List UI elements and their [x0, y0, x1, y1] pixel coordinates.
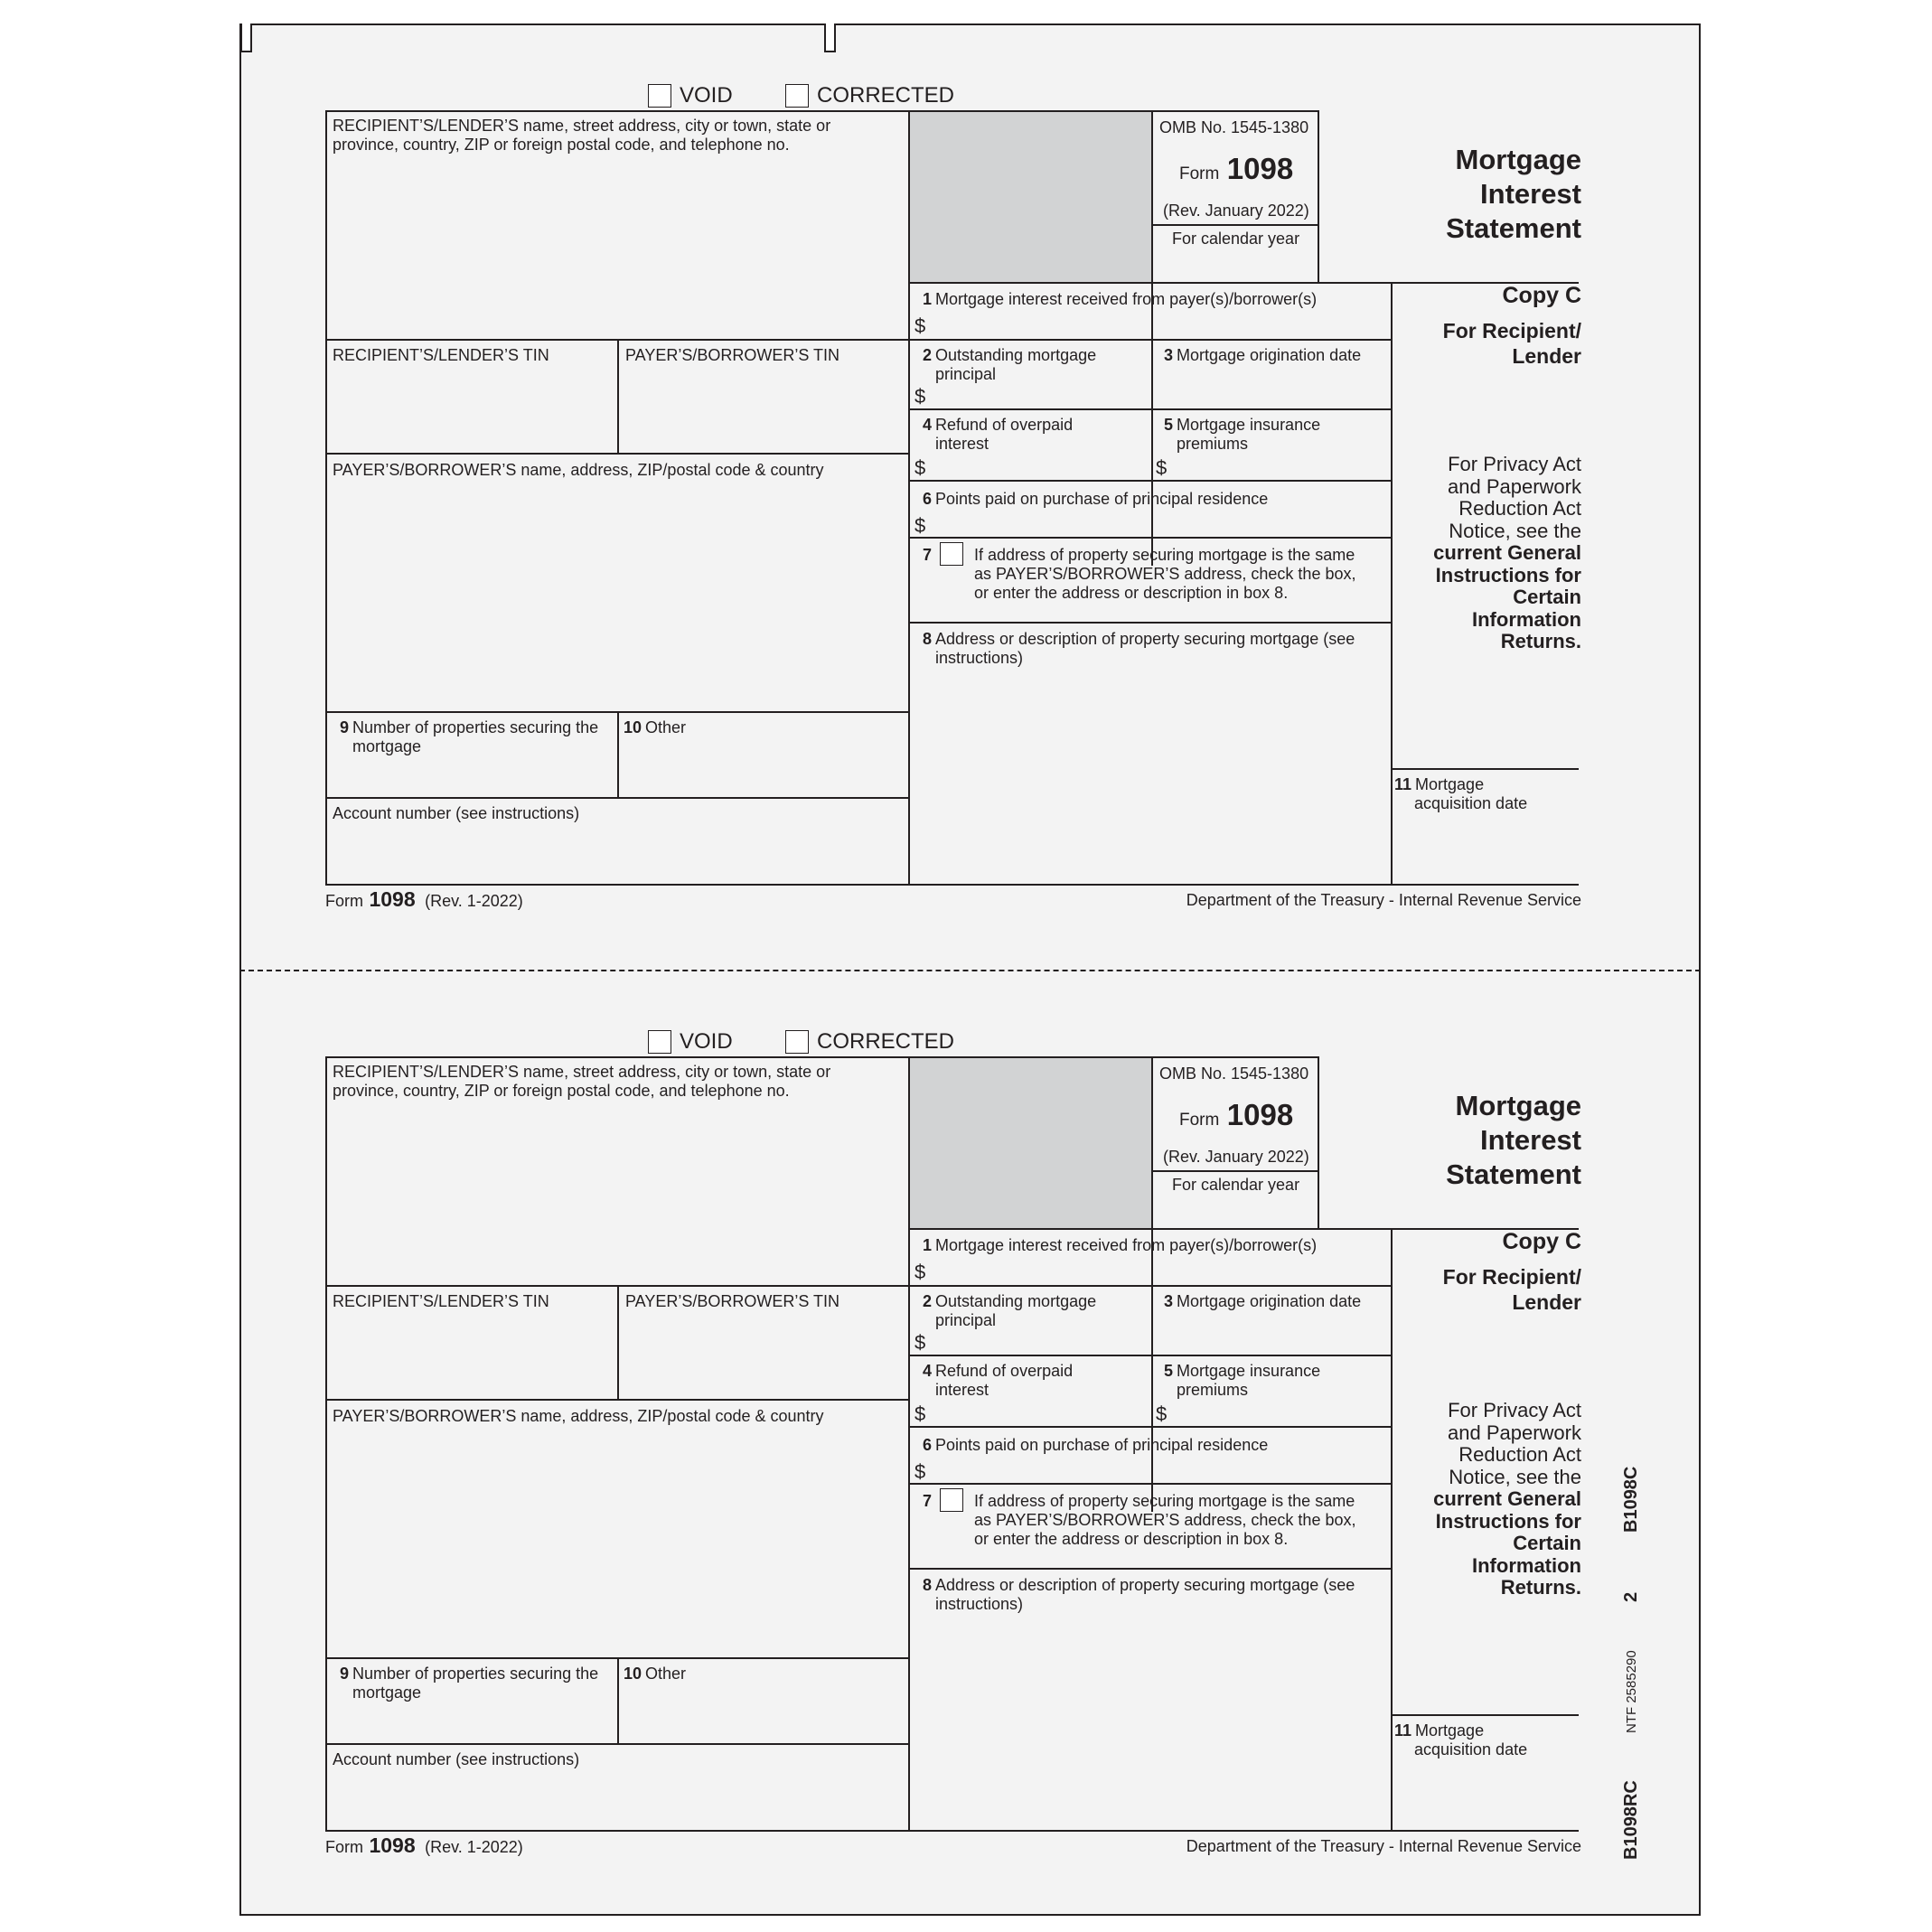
privacy-notice: For Privacy Act and Paperwork Reduction Act Notice, see the current General Instructions for Certain Information Returns.	[1433, 1399, 1581, 1599]
for-recipient-label: For Recipient/ Lender	[1442, 319, 1581, 368]
privacy-notice: For Privacy Act and Paperwork Reduction Act Notice, see the current General Instructions for Certain Information Returns.	[1433, 453, 1581, 652]
shaded-area	[910, 1058, 1151, 1228]
center-notch	[824, 23, 836, 52]
box10-label: 10 Other	[624, 1665, 687, 1683]
right-column-line	[1391, 1228, 1393, 1832]
box6-label: 6 Points paid on purchase of principal residence	[922, 490, 1269, 508]
box6-dollar: $	[914, 514, 926, 537]
frame-divider-line	[908, 110, 910, 886]
copy-label: Copy C	[1502, 1229, 1581, 1254]
box9-divider-line	[617, 711, 619, 798]
account-number-label: Account number (see instructions)	[333, 804, 580, 822]
box2-dollar: $	[914, 385, 926, 408]
box7-checkbox[interactable]	[940, 542, 963, 566]
box11-top-line	[1391, 1714, 1579, 1716]
recipient-tin-label: RECIPIENT’S/LENDER’S TIN	[333, 346, 549, 364]
revision-label: (Rev. January 2022)	[1163, 202, 1309, 220]
box4-top-line	[908, 1355, 1393, 1356]
corrected-label: CORRECTED	[817, 83, 955, 108]
frame-top-line	[325, 1056, 1319, 1058]
omb-right-line	[1318, 1056, 1319, 1230]
box5-label: 5 Mortgage insurance premiums	[1163, 416, 1321, 453]
box4-dollar: $	[914, 456, 926, 479]
omb-mid-line	[1151, 224, 1319, 226]
box1-label: 1 Mortgage interest received from payer(s)/borrower(s)	[922, 1236, 1318, 1254]
box4-label: 4 Refund of overpaid interest	[922, 1362, 1074, 1399]
box5-label: 5 Mortgage insurance premiums	[1163, 1362, 1321, 1399]
recipient-name-label: RECIPIENT’S/LENDER’S name, street address, city or town, state or province, country, ZIP or foreign postal code, and telephone no.	[333, 117, 831, 154]
box3-label: 3 Mortgage origination date	[1163, 346, 1362, 364]
right-column-line	[1391, 282, 1393, 886]
box8-top-line	[908, 1568, 1393, 1570]
box4-dollar: $	[914, 1402, 926, 1425]
copy-label: Copy C	[1502, 283, 1581, 308]
payer-name-top-line	[325, 1399, 910, 1401]
account-number-label: Account number (see instructions)	[333, 1750, 580, 1768]
omb-number: OMB No. 1545-1380	[1159, 118, 1309, 136]
box9-label: 9 Number of properties securing the mortgage	[339, 1665, 599, 1702]
box5-dollar: $	[1156, 1402, 1168, 1425]
calendar-year-label: For calendar year	[1172, 230, 1300, 248]
frame-left-line	[325, 110, 327, 886]
box7-label: If address of property securing mortgage is the same as PAYER’S/BORROWER’S address, check the box, or enter the address or description in box 8.	[974, 546, 1356, 602]
omb-mid-line	[1151, 1170, 1319, 1172]
box7-checkbox[interactable]	[940, 1488, 963, 1512]
box3-label: 3 Mortgage origination date	[1163, 1292, 1362, 1310]
box1-top-line	[908, 282, 1579, 284]
payer-name-label: PAYER’S/BORROWER’S name, address, ZIP/postal code & country	[333, 1407, 824, 1425]
box1-dollar: $	[914, 1261, 926, 1283]
recipient-name-label: RECIPIENT’S/LENDER’S name, street address, city or town, state or province, country, ZIP or foreign postal code, and telephone no.	[333, 1063, 831, 1100]
side-code-form: B1098C	[1621, 1466, 1641, 1533]
box2-dollar: $	[914, 1331, 926, 1354]
side-code-part: 2	[1621, 1591, 1641, 1602]
box4-label: 4 Refund of overpaid interest	[922, 416, 1074, 453]
box11-top-line	[1391, 768, 1579, 770]
corrected-checkbox[interactable]	[785, 1030, 809, 1054]
form-id: Form 1098	[1179, 1098, 1294, 1131]
void-label: VOID	[680, 83, 733, 108]
box1-dollar: $	[914, 314, 926, 337]
account-top-line	[325, 1743, 910, 1745]
left-notch	[240, 23, 252, 52]
form-title: Mortgage Interest Statement	[1446, 144, 1581, 244]
box11-label: 11 Mortgage acquisition date	[1394, 1721, 1528, 1758]
form-copy-top	[239, 81, 1701, 985]
frame-left-line	[325, 1056, 327, 1832]
box6-label: 6 Points paid on purchase of principal residence	[922, 1436, 1269, 1454]
box6-top-line	[908, 1426, 1393, 1428]
box8-top-line	[908, 622, 1393, 624]
void-checkbox[interactable]	[648, 84, 671, 108]
payer-tin-label: PAYER’S/BORROWER’S TIN	[625, 1292, 840, 1310]
payer-name-top-line	[325, 453, 910, 455]
corrected-checkbox[interactable]	[785, 84, 809, 108]
box2-label: 2 Outstanding mortgage principal	[922, 1292, 1097, 1329]
box4-top-line	[908, 408, 1393, 410]
box6-top-line	[908, 480, 1393, 482]
void-checkbox[interactable]	[648, 1030, 671, 1054]
footer-form-id: Form 1098 (Rev. 1-2022)	[325, 887, 523, 911]
footer-agency: Department of the Treasury - Internal Revenue Service	[1186, 891, 1581, 909]
box8-label: 8 Address or description of property securing mortgage (see instructions)	[922, 1576, 1355, 1613]
form-copy-bottom	[239, 1027, 1701, 1931]
omb-number: OMB No. 1545-1380	[1159, 1064, 1309, 1083]
box7-number: 7	[922, 546, 932, 564]
revision-label: (Rev. January 2022)	[1163, 1148, 1309, 1166]
form-title: Mortgage Interest Statement	[1446, 1090, 1581, 1190]
footer-agency: Department of the Treasury - Internal Revenue Service	[1186, 1837, 1581, 1855]
box7-number: 7	[922, 1492, 932, 1510]
box2-label: 2 Outstanding mortgage principal	[922, 346, 1097, 383]
box10-label: 10 Other	[624, 718, 687, 736]
payer-tin-label: PAYER’S/BORROWER’S TIN	[625, 346, 840, 364]
calendar-year-label: For calendar year	[1172, 1176, 1300, 1194]
frame-divider-line	[908, 1056, 910, 1832]
tin-divider-line	[617, 339, 619, 453]
box6-dollar: $	[914, 1460, 926, 1483]
account-top-line	[325, 797, 910, 799]
box1-label: 1 Mortgage interest received from payer(s)/borrower(s)	[922, 290, 1318, 308]
box9-label: 9 Number of properties securing the mortgage	[339, 718, 599, 755]
box7-top-line	[908, 537, 1393, 539]
tin-divider-line	[617, 1285, 619, 1399]
box2-top-line	[908, 339, 1393, 341]
form-id: Form 1098	[1179, 152, 1294, 185]
box7-top-line	[908, 1483, 1393, 1485]
box8-label: 8 Address or description of property securing mortgage (see instructions)	[922, 630, 1355, 667]
void-label: VOID	[680, 1029, 733, 1054]
footer-form-id: Form 1098 (Rev. 1-2022)	[325, 1834, 523, 1857]
payer-name-label: PAYER’S/BORROWER’S name, address, ZIP/postal code & country	[333, 461, 824, 479]
box5-dollar: $	[1156, 456, 1168, 479]
corrected-label: CORRECTED	[817, 1029, 955, 1054]
box1-top-line	[908, 1228, 1579, 1230]
box9-divider-line	[617, 1657, 619, 1744]
box11-label: 11 Mortgage acquisition date	[1394, 775, 1528, 812]
box2-top-line	[908, 1285, 1393, 1287]
side-code-ntf: NTF 2585290	[1624, 1650, 1639, 1733]
omb-right-line	[1318, 110, 1319, 284]
for-recipient-label: For Recipient/ Lender	[1442, 1265, 1581, 1314]
box7-label: If address of property securing mortgage is the same as PAYER’S/BORROWER’S address, check the box, or enter the address or description in box 8.	[974, 1492, 1356, 1548]
frame-top-line	[325, 110, 1319, 112]
side-code-product: B1098RC	[1621, 1780, 1641, 1860]
recipient-tin-label: RECIPIENT’S/LENDER’S TIN	[333, 1292, 549, 1310]
shaded-area	[910, 112, 1151, 282]
